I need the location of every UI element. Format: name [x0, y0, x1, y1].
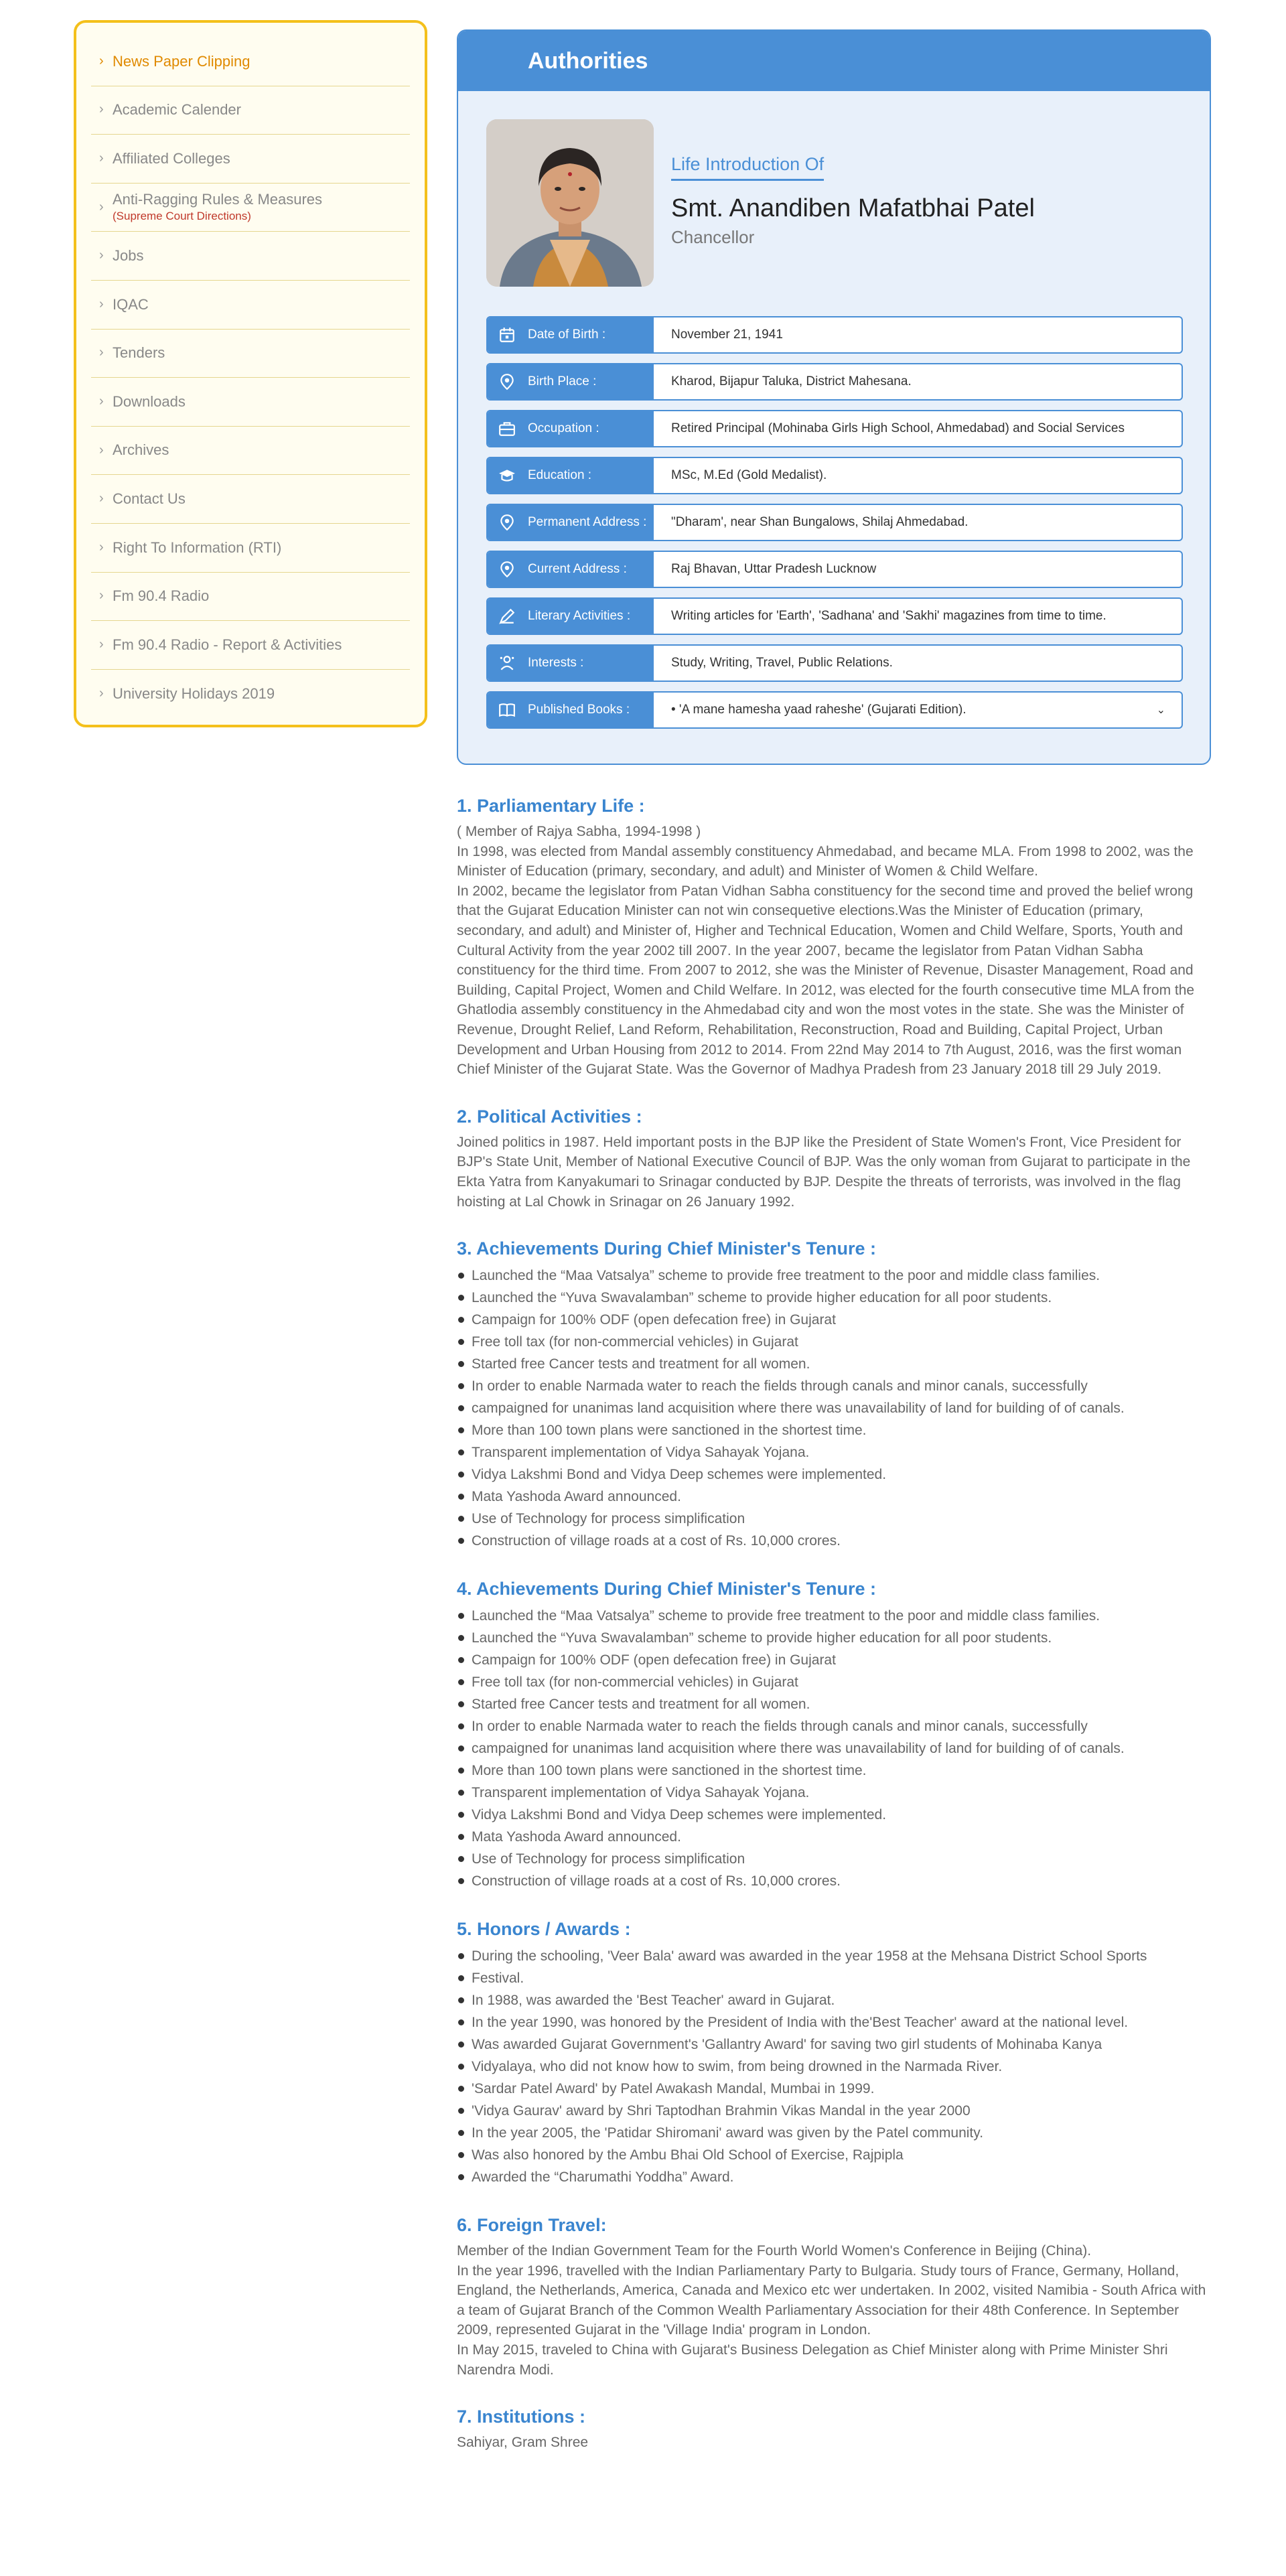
sidebar-item-label[interactable]: Anti-Ragging Rules & Measures	[113, 190, 323, 208]
chevron-right-icon: ›	[99, 636, 104, 652]
sidebar-item-label[interactable]: News Paper Clipping	[113, 52, 251, 70]
sidebar-item-label[interactable]: Right To Information (RTI)	[113, 539, 282, 556]
fact-value-cell	[654, 505, 1182, 540]
fact-value-cell[interactable]	[654, 693, 1182, 727]
chevron-right-icon: ›	[99, 296, 104, 311]
list-item: Mata Yashoda Award announced.	[457, 1486, 1211, 1508]
section-list	[457, 1945, 1211, 2188]
sidebar-item[interactable]	[91, 38, 410, 86]
sidebar-list	[91, 38, 410, 718]
location-pin-icon	[498, 561, 528, 578]
sidebar-item[interactable]	[91, 184, 410, 232]
list-item: Festival.	[457, 1967, 1211, 1989]
sidebar-item[interactable]	[91, 573, 410, 622]
sidebar-item[interactable]	[91, 475, 410, 524]
list-item: In the year 1990, was honored by the President of India with the'Best Teacher' award at the national level.	[457, 2011, 1211, 2033]
sidebar-menu	[74, 20, 427, 727]
portrait-image	[486, 119, 654, 287]
fact-value: November 21, 1941	[671, 328, 783, 342]
fact-value-cell	[654, 599, 1182, 634]
list-item: Launched the “Maa Vatsalya” scheme to provide free treatment to the poor and middle class families.	[457, 1265, 1211, 1287]
chevron-right-icon: ›	[99, 686, 104, 701]
chevron-right-icon: ›	[99, 150, 104, 165]
fact-key-cell	[488, 552, 654, 587]
location-pin-icon	[498, 514, 528, 531]
bio-section	[457, 1579, 1211, 1892]
chevron-right-icon: ›	[99, 539, 104, 555]
biography-content	[457, 796, 1211, 2480]
section-title: 4. Achievements During Chief Minister's Tenure :	[457, 1579, 877, 1599]
sidebar-item[interactable]	[91, 524, 410, 573]
sidebar-item-label[interactable]: Archives	[113, 441, 169, 459]
section-paragraph: Member of the Indian Government Team for the Fourth World Women's Conference in Beijing (China).	[457, 2243, 1092, 2259]
list-item: In 1988, was awarded the 'Best Teacher' award in Gujarat.	[457, 1989, 1211, 2011]
chevron-right-icon: ›	[99, 491, 104, 506]
section-paragraph: In May 2015, traveled to China with Gujarat's Business Delegation as Chief Minister along with Prime Minister Shri Narendra Modi.	[457, 2342, 1168, 2378]
fact-key-cell	[488, 693, 654, 727]
fact-key-cell	[488, 505, 654, 540]
list-item: Vidya Lakshmi Bond and Vidya Deep schemes were implemented.	[457, 1804, 1211, 1826]
list-item: In order to enable Narmada water to reach the fields through canals and minor canals, successfully	[457, 1715, 1211, 1737]
fact-key: Date of Birth :	[528, 328, 606, 342]
sidebar-item-label[interactable]: Fm 90.4 Radio - Report & Activities	[113, 636, 342, 653]
fact-key: Occupation :	[528, 421, 599, 436]
sidebar-item-label[interactable]: University Holidays 2019	[113, 685, 275, 702]
sidebar-item[interactable]	[91, 621, 410, 670]
list-item: Transparent implementation of Vidya Sahayak Yojana.	[457, 1782, 1211, 1804]
section-title: 6. Foreign Travel:	[457, 2215, 607, 2236]
fact-row	[486, 597, 1183, 635]
list-item: Construction of village roads at a cost of Rs. 10,000 crores.	[457, 1530, 1211, 1552]
fact-row	[486, 504, 1183, 541]
section-title: 1. Parliamentary Life :	[457, 796, 645, 816]
fact-row	[486, 551, 1183, 588]
fact-value-cell	[654, 646, 1182, 681]
sidebar-item-sublabel[interactable]: (Supreme Court Directions)	[113, 210, 251, 223]
section-title: 5. Honors / Awards :	[457, 1919, 631, 1940]
fact-value-cell	[654, 317, 1182, 352]
sidebar-item-label[interactable]: Tenders	[113, 344, 165, 362]
bio-section	[457, 1919, 1211, 2188]
section-paragraph: In the year 1996, travelled with the Indian Parliamentary Party to Bulgaria. Study tours of France, Germany, Holland, England, the Netherlands, America, Canada and Mexico etc wer undertaken. In 2002, visited Namibia - South Africa with a team of Gujarat Branch of the Common Wealth Parliamentary Association for their 48th Conference. In September 2009, represented Gujarat in the 'Village India' program in London.	[457, 2263, 1206, 2338]
sidebar-item-label[interactable]: Jobs	[113, 247, 144, 265]
sidebar-item[interactable]	[91, 86, 410, 135]
location-pin-icon	[498, 373, 528, 390]
panel-title: Authorities	[528, 48, 648, 74]
chevron-right-icon: ›	[99, 248, 104, 263]
sidebar-item-label[interactable]: Academic Calender	[113, 101, 241, 119]
sidebar-item-label[interactable]: Fm 90.4 Radio	[113, 587, 210, 605]
book-icon	[498, 701, 528, 719]
section-title: 3. Achievements During Chief Minister's Tenure :	[457, 1238, 877, 1259]
profile-card	[486, 119, 1035, 287]
list-item: Free toll tax (for non-commercial vehicles) in Gujarat	[457, 1331, 1211, 1353]
list-item: More than 100 town plans were sanctioned in the shortest time.	[457, 1419, 1211, 1441]
graduation-icon	[498, 467, 528, 484]
sidebar-item[interactable]	[91, 670, 410, 719]
interests-icon	[498, 654, 528, 672]
profile-intro	[671, 119, 1035, 287]
fact-value-cell	[654, 458, 1182, 493]
list-item: Construction of village roads at a cost of Rs. 10,000 crores.	[457, 1870, 1211, 1892]
list-item: Campaign for 100% ODF (open defecation free) in Gujarat	[457, 1649, 1211, 1671]
chevron-right-icon: ›	[99, 345, 104, 360]
list-item: Launched the “Maa Vatsalya” scheme to provide free treatment to the poor and middle class families.	[457, 1605, 1211, 1627]
fact-key: Published Books :	[528, 703, 630, 717]
fact-value: • 'A mane hamesha yaad raheshe' (Gujarati Edition).	[671, 703, 967, 717]
list-item: Use of Technology for process simplification	[457, 1508, 1211, 1530]
fact-key: Interests :	[528, 656, 584, 670]
list-item: Vidya Lakshmi Bond and Vidya Deep schemes were implemented.	[457, 1463, 1211, 1486]
fact-key: Education :	[528, 468, 592, 483]
fact-row[interactable]	[486, 691, 1183, 729]
fact-value: "Dharam', near Shan Bungalows, Shilaj Ahmedabad.	[671, 515, 969, 529]
fact-key: Literary Activities :	[528, 609, 631, 624]
list-item: Transparent implementation of Vidya Sahayak Yojana.	[457, 1441, 1211, 1463]
fact-value-cell	[654, 552, 1182, 587]
list-item: Started free Cancer tests and treatment for all women.	[457, 1353, 1211, 1375]
chevron-right-icon: ›	[99, 393, 104, 409]
panel-header	[458, 31, 1210, 91]
fact-row	[486, 363, 1183, 401]
fact-value: Writing articles for 'Earth', 'Sadhana' and 'Sakhi' magazines from time to time.	[671, 609, 1106, 623]
fact-value-cell	[654, 364, 1182, 399]
sidebar-item[interactable]	[91, 378, 410, 427]
fact-key-cell	[488, 364, 654, 399]
section-paragraph: Sahiyar, Gram Shree	[457, 2435, 589, 2451]
bio-section	[457, 1106, 1211, 1212]
list-item: More than 100 town plans were sanctioned in the shortest time.	[457, 1760, 1211, 1782]
list-item: campaigned for unanimas land acquisition where there was unavailability of land for building of of canals.	[457, 1397, 1211, 1419]
intro-label: Life Introduction Of	[671, 154, 824, 181]
fact-value: Kharod, Bijapur Taluka, District Mahesana.	[671, 374, 912, 388]
fact-key-cell	[488, 646, 654, 681]
list-item: Awarded the “Charumathi Yoddha” Award.	[457, 2166, 1211, 2188]
chevron-right-icon: ›	[99, 588, 104, 603]
fact-value: Raj Bhavan, Uttar Pradesh Lucknow	[671, 562, 877, 576]
fact-key: Birth Place :	[528, 374, 597, 389]
section-paragraph: In 1998, was elected from Mandal assembly constituency Ahmedabad, and became MLA. From 1998 to 2002, was the Minister of Education (primary, secondary, and adult) and Minister of Women & Child Welfare.	[457, 843, 1194, 879]
fact-row	[486, 457, 1183, 494]
pen-icon	[498, 607, 528, 625]
sidebar-item[interactable]	[91, 135, 410, 184]
chevron-right-icon: ›	[99, 102, 104, 117]
sidebar-item[interactable]	[91, 330, 410, 378]
fact-key-cell	[488, 458, 654, 493]
chevron-down-icon[interactable]: ⌄	[1156, 705, 1165, 716]
section-title: 7. Institutions :	[457, 2407, 585, 2427]
list-item: In the year 2005, the 'Patidar Shiromani' award was given by the Patel community.	[457, 2122, 1211, 2144]
list-item: Started free Cancer tests and treatment for all women.	[457, 1693, 1211, 1715]
list-item: Vidyalaya, who did not know how to swim, from being drowned in the Narmada River.	[457, 2056, 1211, 2078]
section-list	[457, 1265, 1211, 1552]
list-item: 'Vidya Gaurav' award by Shri Taptodhan Brahmin Vikas Mandal in the year 2000	[457, 2100, 1211, 2122]
chevron-right-icon: ›	[99, 53, 104, 68]
fact-row	[486, 410, 1183, 447]
fact-key-cell	[488, 317, 654, 352]
fact-value-cell	[654, 411, 1182, 446]
fact-value: MSc, M.Ed (Gold Medalist).	[671, 468, 827, 482]
section-paragraph: Joined politics in 1987. Held important posts in the BJP like the President of State Women's Front, Vice President for BJP's State Unit, Member of National Executive Council of BJP. Was the only woman from Gujarat to participate in the Ekta Yatra from Kanyakumari to Srinagar conducted by BJP. Despite the threats of terrorists, was involved in the flag hoisting at Lal Chowk in Srinagar on 26 January 1992.	[457, 1134, 1191, 1210]
bio-section	[457, 1238, 1211, 1552]
section-title: 2. Political Activities :	[457, 1106, 642, 1127]
fact-key-cell	[488, 411, 654, 446]
fact-key-cell	[488, 599, 654, 634]
fact-row	[486, 316, 1183, 354]
chancellor-name: Smt. Anandiben Mafatbhai Patel	[671, 194, 1035, 222]
bio-section	[457, 2407, 1211, 2453]
list-item: During the schooling, 'Veer Bala' award was awarded in the year 1958 at the Mehsana District School Sports	[457, 1945, 1211, 1967]
list-item: Was also honored by the Ambu Bhai Old School of Exercise, Rajpipla	[457, 2144, 1211, 2166]
chevron-right-icon: ›	[99, 442, 104, 457]
list-item: campaigned for unanimas land acquisition where there was unavailability of land for building of of canals.	[457, 1737, 1211, 1760]
fact-row	[486, 644, 1183, 682]
list-item: Launched the “Yuva Swavalamban” scheme to provide higher education for all poor students.	[457, 1627, 1211, 1649]
fact-value: Study, Writing, Travel, Public Relations.	[671, 656, 893, 670]
sidebar-item[interactable]	[91, 232, 410, 281]
list-item: Launched the “Yuva Swavalamban” scheme to provide higher education for all poor students.	[457, 1287, 1211, 1309]
list-item: Free toll tax (for non-commercial vehicles) in Gujarat	[457, 1671, 1211, 1693]
fact-key: Permanent Address :	[528, 515, 647, 530]
list-item: Was awarded Gujarat Government's 'Gallantry Award' for saving two girl students of Mohinaba Kanya	[457, 2033, 1211, 2056]
list-item: In order to enable Narmada water to reach the fields through canals and minor canals, successfully	[457, 1375, 1211, 1397]
list-item: Use of Technology for process simplification	[457, 1848, 1211, 1870]
sidebar-item-label[interactable]: IQAC	[113, 295, 149, 313]
chancellor-photo	[486, 119, 654, 287]
facts-list	[486, 316, 1183, 738]
bio-section	[457, 2215, 1211, 2380]
list-item: Campaign for 100% ODF (open defecation free) in Gujarat	[457, 1309, 1211, 1331]
sidebar-item-label[interactable]: Affiliated Colleges	[113, 149, 230, 167]
chevron-right-icon: ›	[99, 199, 104, 214]
section-paragraph: In 2002, became the legislator from Patan Vidhan Sabha constituency for the second time and proved the belief wrong that the Gujarat Education Minister can not win consequetive elections.Was the Minister of Education (primary, secondary, and adult) and Minister of, Higher and Technical Education, Women and Child Welfare, Sports, Youth and Cultural Activity from the year 2002 till 2007. In the year 2007, became the legislator from Patan Vidhan Sabha constituency for the third time. From 2007 to 2012, she was the Minister of Revenue, Disaster Management, Road and Building, Capital Project, Women and Child Welfare. In 2012, was elected for the fourth consecutive time MLA from the Ghatlodia assembly constituency in the Ahmedabad city and won the most votes in the state. She was the Minister of Revenue, Drought Relief, Land Reform, Rehabilitation, Reconstruction, Road and Building, Capital Project, Urban Development and Urban Housing from 2012 to 2014. From 22nd May 2014 to 7th August, 2016, was the first woman Chief Minister of the Gujarat State. Was the Governor of Madhya Pradesh from 23 January 2018 till 29 July 2019.	[457, 883, 1195, 1078]
briefcase-icon	[498, 420, 528, 437]
sidebar-item-label[interactable]: Contact Us	[113, 490, 186, 508]
list-item: 'Sardar Patel Award' by Patel Awakash Mandal, Mumbai in 1999.	[457, 2078, 1211, 2100]
fact-value: Retired Principal (Mohinaba Girls High School, Ahmedabad) and Social Services	[671, 421, 1125, 435]
fact-key: Current Address :	[528, 562, 627, 577]
authorities-panel	[457, 29, 1211, 765]
section-paragraph: ( Member of Rajya Sabha, 1994-1998 )	[457, 824, 701, 839]
sidebar-item-label[interactable]: Downloads	[113, 392, 186, 410]
section-list	[457, 1605, 1211, 1892]
calendar-icon	[498, 326, 528, 344]
sidebar-item[interactable]	[91, 427, 410, 476]
sidebar-item[interactable]	[91, 281, 410, 330]
bio-section	[457, 796, 1211, 1080]
list-item: Mata Yashoda Award announced.	[457, 1826, 1211, 1848]
chancellor-role: Chancellor	[671, 227, 755, 247]
